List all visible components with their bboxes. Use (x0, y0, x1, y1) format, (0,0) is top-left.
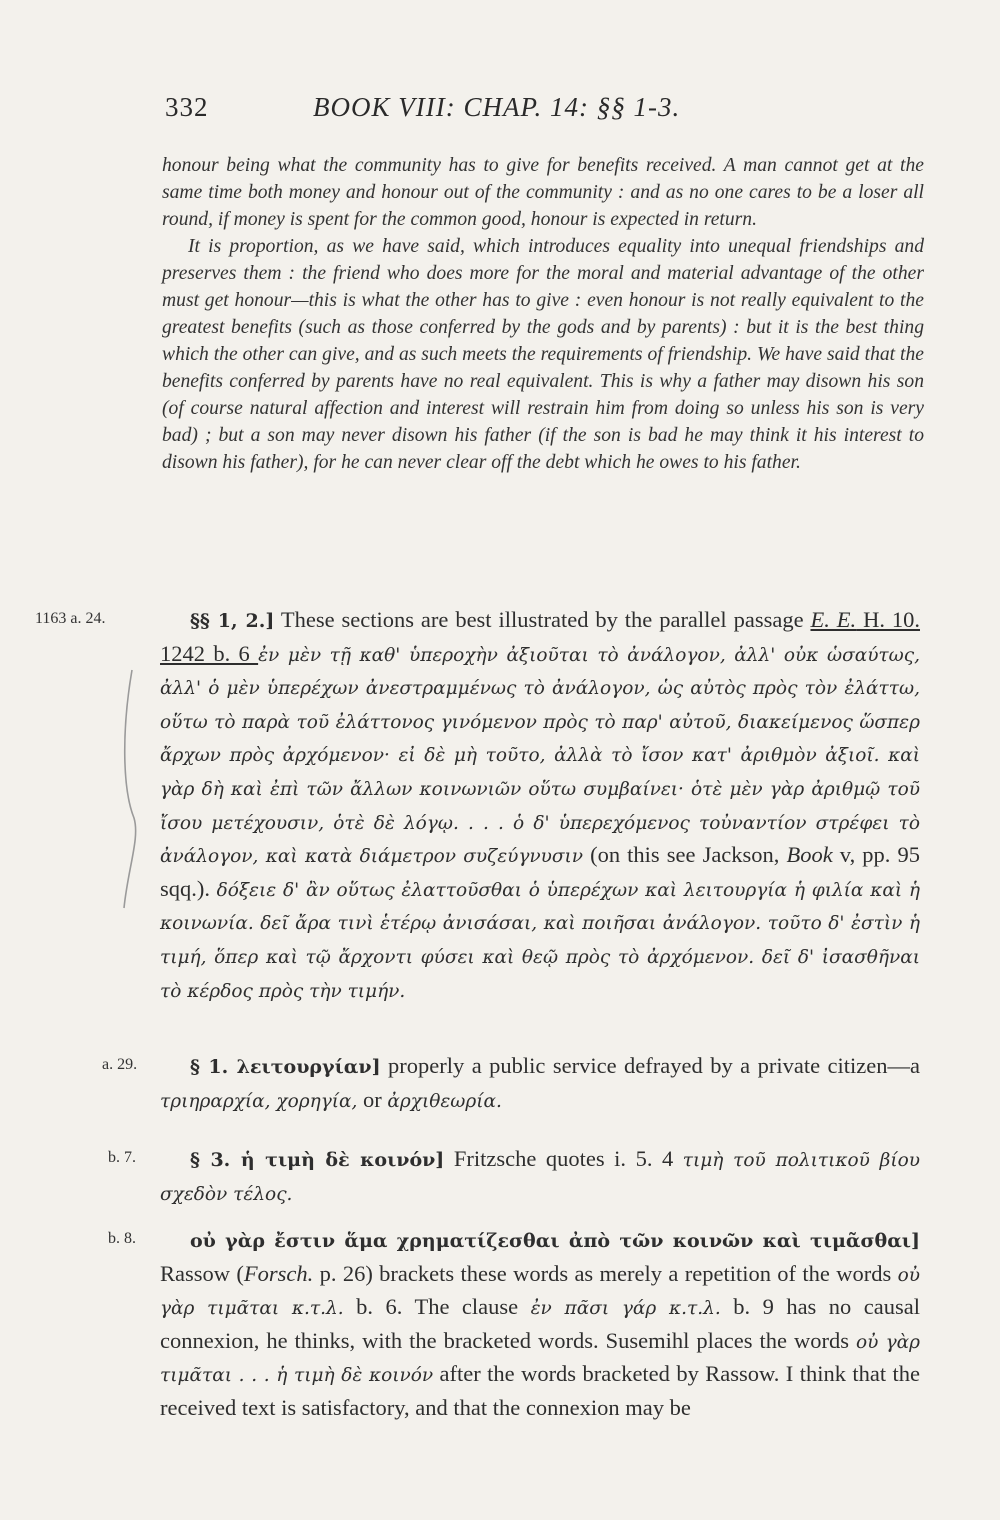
commentary-note (108, 1143, 920, 1210)
note-body: § 3. ἡ τιμὴ δὲ κοινόν] Fritzsche quotes i. 5. 4 τιμὴ τοῦ πολιτικοῦ βίου σχεδὸν τέλος. (160, 1146, 920, 1205)
line-reference: b. 8. (108, 1230, 136, 1247)
translation-block (162, 152, 924, 476)
translation-paragraph: honour being what the community has to give for benefits received. A man cannot get at the same time both money and honour out of the community : and as no one cares to be a loser all round, if money is spent for the common good, honour is expected in return. (162, 155, 924, 230)
note-lemma: § 1. λειτουργίαν] (190, 1056, 381, 1078)
translation-paragraph: It is proportion, as we have said, which introduces equality into unequal friendships and preserves them : the friend who does more for the moral and material advantage of the other must get honour—this is what the other has to give : even honour is not really equivalent to the greatest benefits (such as those conferred by the gods and by parents) : but it is the best thing which the other can give, and as such meets the requirements of friendship. We have said that the benefits conferred by parents have no real equivalent. This is why a father may disown his son (of course natural affection and interest will restrain him from doing so unless his son is very bad) ; but a son may never disown his father (if the son is bad he may think it his interest to disown his father), for he can never clear off the debt which he owes to his father. (162, 236, 924, 473)
line-reference: 1163 a. 24. (35, 610, 106, 627)
note-lemma: οὐ γὰρ ἔστιν ἅμα χρηματίζεσθαι ἀπὸ τῶν κοινῶν καὶ τιμᾶσθαι] (190, 1230, 920, 1252)
page-number: 332 (165, 92, 209, 122)
note-lemma: §§ 1, 2.] (190, 610, 275, 632)
commentary-note (35, 604, 921, 1007)
greek-quotation: δόξειε δ' ἂν οὕτως ἐλαττοῦσθαι ὁ ὑπερέχων καὶ λειτουργία ἡ φιλία καὶ ἡ κοινωνία. δεῖ ἄρα τινὶ ἑτέρῳ ἀνισάσαι, καὶ ποιῆσαι ἀνάλογον. τοῦτο δ' ἐστὶν ἡ τιμή, ὅπερ καὶ τῷ ἄρχοντι φύσει καὶ θεῷ πρὸς τὸ ἀρχόμενον. δεῖ δ' ἰσασθῆναι τὸ κέρδος πρὸς τὴν τιμήν. (160, 879, 921, 1002)
note-body: § 1. λειτουργίαν] properly a public service defrayed by a private citizen—a τριηραρχία, χορηγία, or ἀρχιθεωρία. (160, 1053, 921, 1112)
commentary-note (108, 1224, 921, 1424)
note-body: οὐ γὰρ ἔστιν ἅμα χρηματίζεσθαι ἀπὸ τῶν κοινῶν καὶ τιμᾶσθαι] Rassow (Forsch. p. 26) brackets these words as merely a repetition of the words οὐ γὰρ τιμᾶται κ.τ.λ. b. 6. The clause ἐν πᾶσι γάρ κ.τ.λ. b. 9 has no causal connexion, he thinks, with the bracketed words. Susemihl places the words οὐ γὰρ τιμᾶται . . . ἡ τιμὴ δὲ κοινόν after the words bracketed by Rassow. I think that the received text is satisfactory, and that the connexion may be (160, 1230, 921, 1420)
pencil-margin-bracket (118, 668, 148, 913)
greek-quotation: ἐν μὲν τῇ καθ' ὑπεροχὴν ἀξιοῦται τὸ ἀνάλογον, ἀλλ' οὐκ ὡσαύτως, ἀλλ' ὁ μὲν ὑπερέχων ἀνεστραμμένως τὸ ἀνάλογον, ὡς αὐτὸς πρὸς τὸν ἐλάττω, οὕτω τὸ παρὰ τοῦ ἐλάττονος γινόμενον πρὸς τὸ παρ' αὐτοῦ, διακείμενος ὥσπερ ἄρχων πρὸς ἀρχόμενον· εἰ δὲ μὴ τοῦτο, ἀλλὰ τὸ ἴσον κατ' ἀριθμὸν ἀξιοῖ. καὶ γὰρ δὴ καὶ ἐπὶ τῶν ἄλλων κοινωνιῶν οὕτω συμβαίνει· ὁτὲ μὲν γὰρ ἀριθμῷ τοῦ ἴσου μετέχουσιν, ὁτὲ δὲ λόγῳ. . . . ὁ δ' ὑπερεχόμενος τοὐναντίον στρέφει τὸ ἀνάλογον, καὶ κατὰ διάμετρον συζεύγνυσιν (160, 644, 920, 868)
chapter-title: BOOK VIII: CHAP. 14: §§ 1-3. (313, 92, 681, 122)
note-lemma: § 3. ἡ τιμὴ δὲ κοινόν] (190, 1149, 445, 1171)
line-reference: b. 7. (108, 1149, 136, 1166)
commentary-note (102, 1050, 921, 1117)
underlined-reference: E. E. H. 10. 1242 b. 6 (160, 607, 920, 666)
line-reference: a. 29. (102, 1056, 138, 1073)
note-body: §§ 1, 2.] These sections are best illustrated by the parallel passage E. E. H. 10. 1242 b. 6 ἐν μὲν τῇ καθ' ὑπεροχὴν ἀξιοῦται τὸ ἀνάλογον, ἀλλ' οὐκ ὡσαύτως, ἀλλ' ὁ μὲν ὑπερέχων ἀνεστραμμένως τὸ ἀνάλογον, ὡς αὐτὸς πρὸς τὸν ἐλάττω, οὕτω τὸ παρὰ τοῦ ἐλάττονος γινόμενον πρὸς τὸ παρ' αὐτοῦ, διακείμενος ὥσπερ ἄρχων πρὸς ἀρχόμενον· εἰ δὲ μὴ τοῦτο, ἀλλὰ τὸ ἴσον κατ' ἀριθμὸν ἀξιοῖ. καὶ γὰρ δὴ καὶ ἐπὶ τῶν ἄλλων κοινωνιῶν οὕτω συμβαίνει· ὁτὲ μὲν γὰρ ἀριθμῷ τοῦ ἴσου μετέχουσιν, ὁτὲ δὲ λόγῳ. . . . ὁ δ' ὑπερεχόμενος τοὐναντίον στρέφει τὸ ἀνάλογον, καὶ κατὰ διάμετρον συζεύγνυσιν (on this see Jackson, Book v, pp. 95 sqq.). δόξειε δ' ἂν οὕτως ἐλαττοῦσθαι ὁ ὑπερέχων καὶ λειτουργία ἡ φιλία καὶ ἡ κοινωνία. δεῖ ἄρα τινὶ ἑτέρῳ ἀνισάσαι, καὶ ποιῆσαι ἀνάλογον. τοῦτο δ' ἐστὶν ἡ τιμή, ὅπερ καὶ τῷ ἄρχοντι φύσει καὶ θεῷ πρὸς τὸ ἀρχόμενον. δεῖ δ' ἰσασθῆναι τὸ κέρδος πρὸς τὴν τιμήν. (160, 607, 921, 1002)
